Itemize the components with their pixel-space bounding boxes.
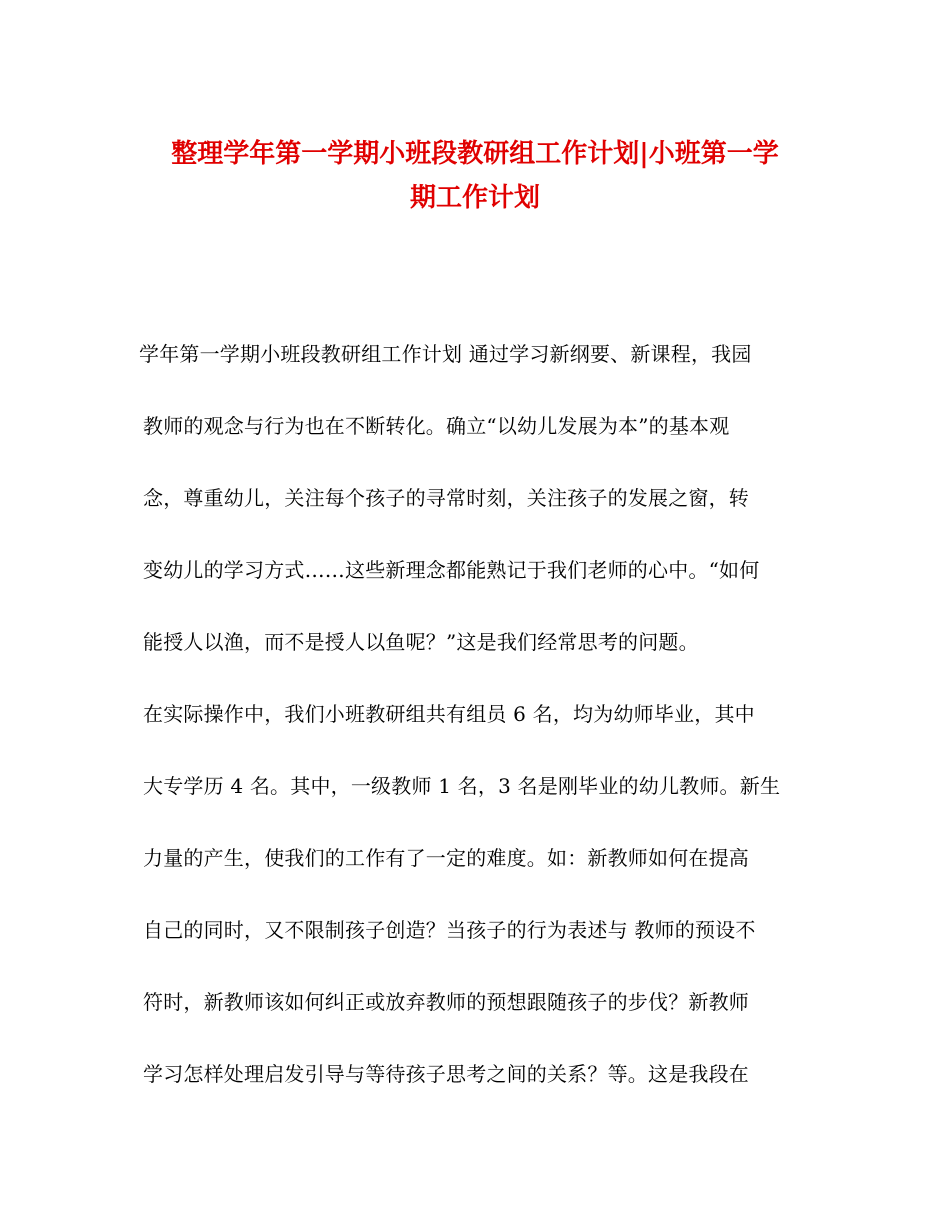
- paragraph-line: 自己的同时，又不限制孩子创造？当孩子的行为表述与 教师的预设不: [143, 918, 756, 942]
- paragraph-line: 学习怎样处理启发引导与等待孩子思考之间的关系？等。这是我段在: [143, 1062, 749, 1086]
- paragraph-line: 力量的产生，使我们的工作有了一定的难度。如：新教师如何在提高: [143, 846, 749, 870]
- paragraph-line: 在实际操作中，我们小班教研组共有组员 6 名，均为幼师毕业，其中: [143, 702, 755, 726]
- paragraph-line: 能授人以渔，而不是授人以鱼呢？”这是我们经常思考的问题。: [143, 630, 699, 654]
- document-title-line-1: 整理学年第一学期小班段教研组工作计划|小班第一学: [171, 139, 779, 169]
- paragraph-line: 变幼儿的学习方式……这些新理念都能熟记于我们老师的心中。“如何: [143, 558, 760, 582]
- paragraph-line: 符时，新教师该如何纠正或放弃教师的预想跟随孩子的步伐？新教师: [143, 990, 749, 1014]
- paragraph-line: 念，尊重幼儿，关注每个孩子的寻常时刻，关注孩子的发展之窗，转: [143, 486, 749, 510]
- document-title-line-2: 期工作计划: [409, 183, 540, 213]
- paragraph-line: 教师的观念与行为也在不断转化。确立“以幼儿发展为本”的基本观: [143, 414, 730, 438]
- paragraph-line: 学年第一学期小班段教研组工作计划 通过学习新纲要、新课程，我园: [139, 342, 752, 366]
- paragraph-line: 大专学历 4 名。其中，一级教师 1 名，3 名是刚毕业的幼儿教师。新生: [143, 774, 781, 798]
